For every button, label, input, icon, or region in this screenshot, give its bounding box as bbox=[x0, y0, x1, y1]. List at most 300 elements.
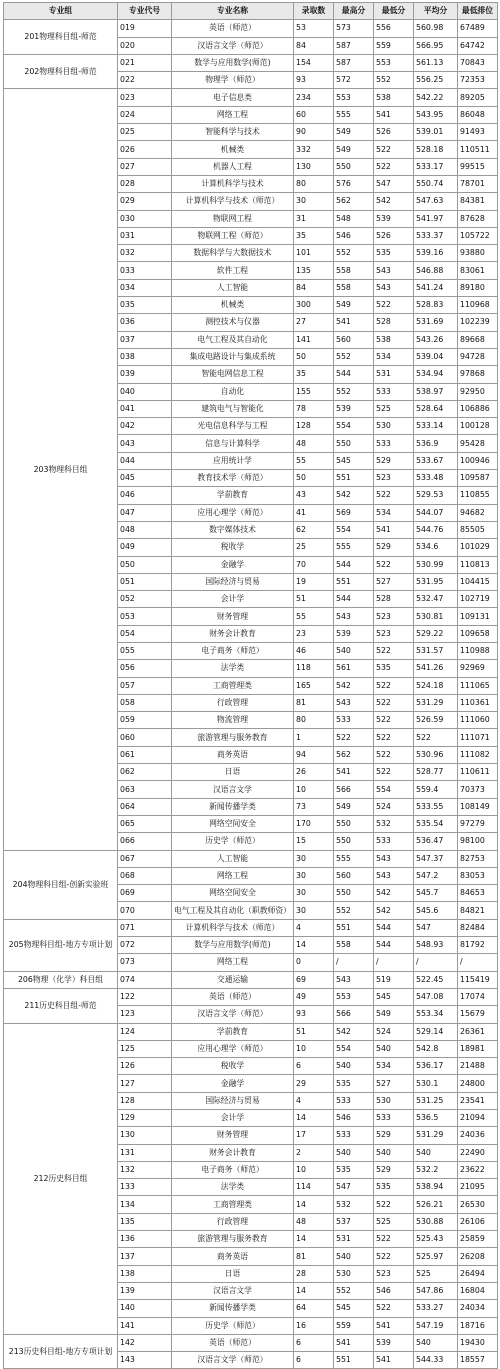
max-score: 541 bbox=[334, 764, 374, 781]
major-name: 工商管理类 bbox=[172, 677, 294, 694]
major-name: 电气工程及其自动化 bbox=[172, 331, 294, 348]
major-name: 汉语言文学（师范） bbox=[172, 1006, 294, 1023]
avg-score: 534.94 bbox=[414, 366, 458, 383]
min-rank: 23622 bbox=[458, 1161, 498, 1178]
min-score: 543 bbox=[374, 262, 414, 279]
max-score: 535 bbox=[334, 1161, 374, 1178]
max-score: 551 bbox=[334, 573, 374, 590]
min-score: 553 bbox=[374, 54, 414, 71]
major-name: 机械类 bbox=[172, 297, 294, 314]
min-rank: 104415 bbox=[458, 573, 498, 590]
major-name: 学前教育 bbox=[172, 487, 294, 504]
min-rank: 93880 bbox=[458, 245, 498, 262]
major-name: 英语（师范） bbox=[172, 1334, 294, 1351]
major-name: 计算机科学与技术 bbox=[172, 175, 294, 192]
major-code: 036 bbox=[118, 314, 172, 331]
admitted-count: 15 bbox=[294, 833, 334, 850]
header-code: 专业代号 bbox=[118, 3, 172, 20]
min-score: 529 bbox=[374, 452, 414, 469]
max-score: 549 bbox=[334, 798, 374, 815]
major-name: 自动化 bbox=[172, 383, 294, 400]
min-score: 531 bbox=[374, 366, 414, 383]
avg-score: 528.64 bbox=[414, 400, 458, 417]
admitted-count: 94 bbox=[294, 746, 334, 763]
admitted-count: 43 bbox=[294, 487, 334, 504]
group-name: 204物理科目组-创新实验班 bbox=[4, 850, 118, 919]
avg-score: 531.29 bbox=[414, 694, 458, 711]
min-rank: 64742 bbox=[458, 37, 498, 54]
max-score: 572 bbox=[334, 72, 374, 89]
max-score: 533 bbox=[334, 1127, 374, 1144]
table-row bbox=[4, 971, 498, 988]
admitted-count: 31 bbox=[294, 210, 334, 227]
header-max-score: 最高分 bbox=[334, 3, 374, 20]
min-rank: 92950 bbox=[458, 383, 498, 400]
min-rank: 70843 bbox=[458, 54, 498, 71]
major-name: 软件工程 bbox=[172, 262, 294, 279]
major-code: 032 bbox=[118, 245, 172, 262]
min-rank: 87628 bbox=[458, 210, 498, 227]
max-score: 562 bbox=[334, 193, 374, 210]
avg-score: 533.37 bbox=[414, 227, 458, 244]
max-score: 540 bbox=[334, 1058, 374, 1075]
max-score: 543 bbox=[334, 694, 374, 711]
major-name: 金融学 bbox=[172, 1075, 294, 1092]
major-name: 商务英语 bbox=[172, 746, 294, 763]
max-score: 545 bbox=[334, 1300, 374, 1317]
major-name: 应用心理学（师范） bbox=[172, 504, 294, 521]
min-rank: 110511 bbox=[458, 141, 498, 158]
major-name: 计算机科学与技术（师范） bbox=[172, 919, 294, 936]
avg-score: 536.47 bbox=[414, 833, 458, 850]
min-rank: 25859 bbox=[458, 1231, 498, 1248]
max-score: 576 bbox=[334, 175, 374, 192]
admitted-count: 14 bbox=[294, 937, 334, 954]
major-code: 054 bbox=[118, 625, 172, 642]
major-code: 026 bbox=[118, 141, 172, 158]
major-code: 057 bbox=[118, 677, 172, 694]
admitted-count: 30 bbox=[294, 193, 334, 210]
major-code: 070 bbox=[118, 902, 172, 919]
major-name: 智能电网信息工程 bbox=[172, 366, 294, 383]
major-name: 历史学（师范） bbox=[172, 833, 294, 850]
avg-score: 560.98 bbox=[414, 20, 458, 37]
min-score: 522 bbox=[374, 1300, 414, 1317]
max-score: 554 bbox=[334, 521, 374, 538]
min-score: 546 bbox=[374, 1282, 414, 1299]
group-name: 212历史科目组 bbox=[4, 1023, 118, 1334]
major-code: 047 bbox=[118, 504, 172, 521]
major-code: 137 bbox=[118, 1248, 172, 1265]
major-code: 023 bbox=[118, 89, 172, 106]
max-score: 550 bbox=[334, 815, 374, 832]
max-score: 539 bbox=[334, 625, 374, 642]
major-code: 136 bbox=[118, 1231, 172, 1248]
min-rank: 83053 bbox=[458, 867, 498, 884]
avg-score: 545.6 bbox=[414, 902, 458, 919]
header-min-score: 最低分 bbox=[374, 3, 414, 20]
admitted-count: 51 bbox=[294, 1023, 334, 1040]
major-name: 国际经济与贸易 bbox=[172, 573, 294, 590]
min-score: 541 bbox=[374, 1317, 414, 1334]
major-code: 062 bbox=[118, 764, 172, 781]
min-rank: 19430 bbox=[458, 1334, 498, 1351]
avg-score: 539.16 bbox=[414, 245, 458, 262]
major-code: 143 bbox=[118, 1352, 172, 1369]
major-name: 法学类 bbox=[172, 1179, 294, 1196]
major-code: 139 bbox=[118, 1282, 172, 1299]
major-code: 131 bbox=[118, 1144, 172, 1161]
max-score: 551 bbox=[334, 470, 374, 487]
major-name: 人工智能 bbox=[172, 279, 294, 296]
max-score: 550 bbox=[334, 833, 374, 850]
admitted-count: 165 bbox=[294, 677, 334, 694]
major-code: 038 bbox=[118, 348, 172, 365]
min-rank: 100946 bbox=[458, 452, 498, 469]
min-score: 543 bbox=[374, 867, 414, 884]
admitted-count: 26 bbox=[294, 764, 334, 781]
group-name: 213历史科目组-地方专项计划 bbox=[4, 1334, 118, 1369]
min-rank: 17074 bbox=[458, 988, 498, 1005]
admitted-count: 81 bbox=[294, 694, 334, 711]
max-score: 551 bbox=[334, 919, 374, 936]
major-name: 网络工程 bbox=[172, 106, 294, 123]
major-code: 044 bbox=[118, 452, 172, 469]
max-score: 544 bbox=[334, 366, 374, 383]
min-rank: 21094 bbox=[458, 1110, 498, 1127]
max-score: 552 bbox=[334, 348, 374, 365]
major-code: 123 bbox=[118, 1006, 172, 1023]
max-score: 535 bbox=[334, 1075, 374, 1092]
min-rank: 22490 bbox=[458, 1144, 498, 1161]
avg-score: 531.25 bbox=[414, 1092, 458, 1109]
avg-score: 533.17 bbox=[414, 158, 458, 175]
min-rank: 99515 bbox=[458, 158, 498, 175]
max-score: 555 bbox=[334, 850, 374, 867]
avg-score: 530.81 bbox=[414, 608, 458, 625]
admitted-count: 10 bbox=[294, 1161, 334, 1178]
admitted-count: 19 bbox=[294, 573, 334, 590]
avg-score: 525 bbox=[414, 1265, 458, 1282]
admitted-count: 70 bbox=[294, 556, 334, 573]
major-name: 汉语言文学（师范） bbox=[172, 37, 294, 54]
major-name: 税收学 bbox=[172, 539, 294, 556]
min-rank: 26530 bbox=[458, 1196, 498, 1213]
min-score: 522 bbox=[374, 1248, 414, 1265]
major-name: 新闻传播学类 bbox=[172, 1300, 294, 1317]
major-code: 132 bbox=[118, 1161, 172, 1178]
major-name: 智能科学与技术 bbox=[172, 124, 294, 141]
max-score: 569 bbox=[334, 504, 374, 521]
min-score: 535 bbox=[374, 1179, 414, 1196]
max-score: 566 bbox=[334, 781, 374, 798]
group-name: 211历史科目组-师范 bbox=[4, 988, 118, 1023]
major-code: 043 bbox=[118, 435, 172, 452]
min-score: 552 bbox=[374, 72, 414, 89]
major-code: 059 bbox=[118, 712, 172, 729]
min-score: 540 bbox=[374, 1040, 414, 1057]
max-score: 559 bbox=[334, 1317, 374, 1334]
avg-score: 550.74 bbox=[414, 175, 458, 192]
min-score: 523 bbox=[374, 470, 414, 487]
max-score: 543 bbox=[334, 971, 374, 988]
major-code: 034 bbox=[118, 279, 172, 296]
major-code: 056 bbox=[118, 660, 172, 677]
avg-score: 535.54 bbox=[414, 815, 458, 832]
min-score: 535 bbox=[374, 660, 414, 677]
admitted-count: 135 bbox=[294, 262, 334, 279]
admitted-count: 4 bbox=[294, 919, 334, 936]
avg-score: 522 bbox=[414, 729, 458, 746]
major-name: 财务会计教育 bbox=[172, 1144, 294, 1161]
admitted-count: 23 bbox=[294, 625, 334, 642]
avg-score: 536.17 bbox=[414, 1058, 458, 1075]
min-rank: 97279 bbox=[458, 815, 498, 832]
table-row bbox=[4, 89, 498, 106]
min-score: 526 bbox=[374, 124, 414, 141]
max-score: 553 bbox=[334, 988, 374, 1005]
max-score: 531 bbox=[334, 1231, 374, 1248]
major-code: 140 bbox=[118, 1300, 172, 1317]
min-rank: 115419 bbox=[458, 971, 498, 988]
max-score: 544 bbox=[334, 556, 374, 573]
min-rank: 83061 bbox=[458, 262, 498, 279]
avg-score: 547.19 bbox=[414, 1317, 458, 1334]
table-row bbox=[4, 850, 498, 867]
min-score: 522 bbox=[374, 642, 414, 659]
min-score: 525 bbox=[374, 400, 414, 417]
max-score: 587 bbox=[334, 54, 374, 71]
admitted-count: 130 bbox=[294, 158, 334, 175]
max-score: 573 bbox=[334, 20, 374, 37]
admitted-count: 55 bbox=[294, 608, 334, 625]
max-score: 560 bbox=[334, 331, 374, 348]
major-name: 电气工程及其自动化（职教师资） bbox=[172, 902, 294, 919]
major-code: 029 bbox=[118, 193, 172, 210]
min-score: 533 bbox=[374, 833, 414, 850]
max-score: 555 bbox=[334, 106, 374, 123]
admitted-count: 1 bbox=[294, 729, 334, 746]
min-rank: 92969 bbox=[458, 660, 498, 677]
avg-score: 533.55 bbox=[414, 798, 458, 815]
admitted-count: 84 bbox=[294, 279, 334, 296]
max-score: 547 bbox=[334, 1179, 374, 1196]
max-score: 542 bbox=[334, 487, 374, 504]
max-score: 554 bbox=[334, 1040, 374, 1057]
max-score: 549 bbox=[334, 141, 374, 158]
major-name: 汉语言文学 bbox=[172, 781, 294, 798]
max-score: 543 bbox=[334, 608, 374, 625]
max-score: 540 bbox=[334, 642, 374, 659]
major-code: 041 bbox=[118, 400, 172, 417]
avg-score: / bbox=[414, 954, 458, 971]
admitted-count: 51 bbox=[294, 591, 334, 608]
major-name: 金融学 bbox=[172, 556, 294, 573]
min-rank: 89205 bbox=[458, 89, 498, 106]
table-row bbox=[4, 1023, 498, 1040]
major-code: 072 bbox=[118, 937, 172, 954]
avg-score: 529.22 bbox=[414, 625, 458, 642]
min-rank: 84821 bbox=[458, 902, 498, 919]
admitted-count: 49 bbox=[294, 988, 334, 1005]
major-code: 134 bbox=[118, 1196, 172, 1213]
admission-score-table bbox=[3, 2, 498, 1369]
major-name: 应用心理学（师范） bbox=[172, 1040, 294, 1057]
max-score: 541 bbox=[334, 1334, 374, 1351]
major-code: 122 bbox=[118, 988, 172, 1005]
min-rank: 106886 bbox=[458, 400, 498, 417]
min-score: 523 bbox=[374, 608, 414, 625]
avg-score: 547.63 bbox=[414, 193, 458, 210]
table-body bbox=[4, 20, 498, 1369]
avg-score: 528.83 bbox=[414, 297, 458, 314]
min-score: 541 bbox=[374, 1352, 414, 1369]
avg-score: 528.77 bbox=[414, 764, 458, 781]
major-name: 建筑电气与智能化 bbox=[172, 400, 294, 417]
group-name: 206物理（化学）科目组 bbox=[4, 971, 118, 988]
min-rank: 105722 bbox=[458, 227, 498, 244]
avg-score: 541.24 bbox=[414, 279, 458, 296]
min-score: 533 bbox=[374, 1110, 414, 1127]
min-score: 530 bbox=[374, 418, 414, 435]
admitted-count: 10 bbox=[294, 781, 334, 798]
admitted-count: 170 bbox=[294, 815, 334, 832]
major-code: 130 bbox=[118, 1127, 172, 1144]
min-score: 529 bbox=[374, 1161, 414, 1178]
min-score: 544 bbox=[374, 937, 414, 954]
admitted-count: 48 bbox=[294, 1213, 334, 1230]
max-score: 558 bbox=[334, 937, 374, 954]
major-code: 046 bbox=[118, 487, 172, 504]
min-rank: 110813 bbox=[458, 556, 498, 573]
min-score: 534 bbox=[374, 1058, 414, 1075]
admitted-count: 50 bbox=[294, 470, 334, 487]
major-code: 035 bbox=[118, 297, 172, 314]
major-code: 142 bbox=[118, 1334, 172, 1351]
major-name: 学前教育 bbox=[172, 1023, 294, 1040]
min-score: 522 bbox=[374, 677, 414, 694]
min-rank: 110611 bbox=[458, 764, 498, 781]
max-score: 545 bbox=[334, 452, 374, 469]
max-score: 562 bbox=[334, 746, 374, 763]
major-code: 022 bbox=[118, 72, 172, 89]
min-rank: 21095 bbox=[458, 1179, 498, 1196]
major-code: 129 bbox=[118, 1110, 172, 1127]
max-score: 530 bbox=[334, 1265, 374, 1282]
min-rank: 110855 bbox=[458, 487, 498, 504]
major-code: 074 bbox=[118, 971, 172, 988]
min-rank: 18716 bbox=[458, 1317, 498, 1334]
avg-score: 532.47 bbox=[414, 591, 458, 608]
major-code: 027 bbox=[118, 158, 172, 175]
major-name: 物理学（师范） bbox=[172, 72, 294, 89]
max-score: 541 bbox=[334, 314, 374, 331]
min-score: 544 bbox=[374, 919, 414, 936]
avg-score: 533.67 bbox=[414, 452, 458, 469]
avg-score: 524.18 bbox=[414, 677, 458, 694]
major-name: 数学与应用数学(师范) bbox=[172, 54, 294, 71]
avg-score: 541.97 bbox=[414, 210, 458, 227]
major-name: 信息与计算科学 bbox=[172, 435, 294, 452]
min-score: 522 bbox=[374, 297, 414, 314]
major-code: 135 bbox=[118, 1213, 172, 1230]
admitted-count: 35 bbox=[294, 227, 334, 244]
major-name: 会计学 bbox=[172, 1110, 294, 1127]
min-score: 529 bbox=[374, 1127, 414, 1144]
major-code: 128 bbox=[118, 1092, 172, 1109]
max-score: 552 bbox=[334, 902, 374, 919]
avg-score: 531.57 bbox=[414, 642, 458, 659]
group-name: 201物理科目组-师范 bbox=[4, 20, 118, 55]
avg-score: 540 bbox=[414, 1144, 458, 1161]
admitted-count: 30 bbox=[294, 867, 334, 884]
major-code: 067 bbox=[118, 850, 172, 867]
avg-score: 544.33 bbox=[414, 1352, 458, 1369]
min-rank: 24800 bbox=[458, 1075, 498, 1092]
major-name: 历史学（师范） bbox=[172, 1317, 294, 1334]
major-name: 数据科学与大数据技术 bbox=[172, 245, 294, 262]
header-major: 专业名称 bbox=[172, 3, 294, 20]
avg-score: 540 bbox=[414, 1334, 458, 1351]
avg-score: 530.1 bbox=[414, 1075, 458, 1092]
min-rank: 18557 bbox=[458, 1352, 498, 1369]
major-name: 电子信息类 bbox=[172, 89, 294, 106]
min-rank: 82753 bbox=[458, 850, 498, 867]
avg-score: 538.97 bbox=[414, 383, 458, 400]
min-rank: 111082 bbox=[458, 746, 498, 763]
admitted-count: 30 bbox=[294, 885, 334, 902]
avg-score: 546.88 bbox=[414, 262, 458, 279]
avg-score: 536.5 bbox=[414, 1110, 458, 1127]
min-rank: 89180 bbox=[458, 279, 498, 296]
major-name: 法学类 bbox=[172, 660, 294, 677]
major-code: 065 bbox=[118, 815, 172, 832]
min-score: / bbox=[374, 954, 414, 971]
max-score: 550 bbox=[334, 435, 374, 452]
major-code: 040 bbox=[118, 383, 172, 400]
major-name: 汉语言文学（师范） bbox=[172, 1352, 294, 1369]
avg-score: 559.4 bbox=[414, 781, 458, 798]
avg-score: 536.9 bbox=[414, 435, 458, 452]
group-name: 205物理科目组-地方专项计划 bbox=[4, 919, 118, 971]
avg-score: 566.95 bbox=[414, 37, 458, 54]
max-score: 566 bbox=[334, 1006, 374, 1023]
admitted-count: 10 bbox=[294, 1040, 334, 1057]
avg-score: 533.27 bbox=[414, 1300, 458, 1317]
major-name: 人工智能 bbox=[172, 850, 294, 867]
major-name: 应用统计学 bbox=[172, 452, 294, 469]
min-score: 527 bbox=[374, 1075, 414, 1092]
avg-score: 544.76 bbox=[414, 521, 458, 538]
major-name: 光电信息科学与工程 bbox=[172, 418, 294, 435]
min-rank: / bbox=[458, 954, 498, 971]
header-min-rank: 最低排位 bbox=[458, 3, 498, 20]
admitted-count: 62 bbox=[294, 521, 334, 538]
admitted-count: 16 bbox=[294, 1317, 334, 1334]
admitted-count: 73 bbox=[294, 798, 334, 815]
admitted-count: 55 bbox=[294, 452, 334, 469]
avg-score: 530.96 bbox=[414, 746, 458, 763]
major-code: 048 bbox=[118, 521, 172, 538]
max-score: 532 bbox=[334, 1196, 374, 1213]
min-rank: 82484 bbox=[458, 919, 498, 936]
major-code: 037 bbox=[118, 331, 172, 348]
max-score: 537 bbox=[334, 1213, 374, 1230]
avg-score: 556.25 bbox=[414, 72, 458, 89]
admitted-count: 81 bbox=[294, 1248, 334, 1265]
avg-score: 533.48 bbox=[414, 470, 458, 487]
max-score: 546 bbox=[334, 227, 374, 244]
